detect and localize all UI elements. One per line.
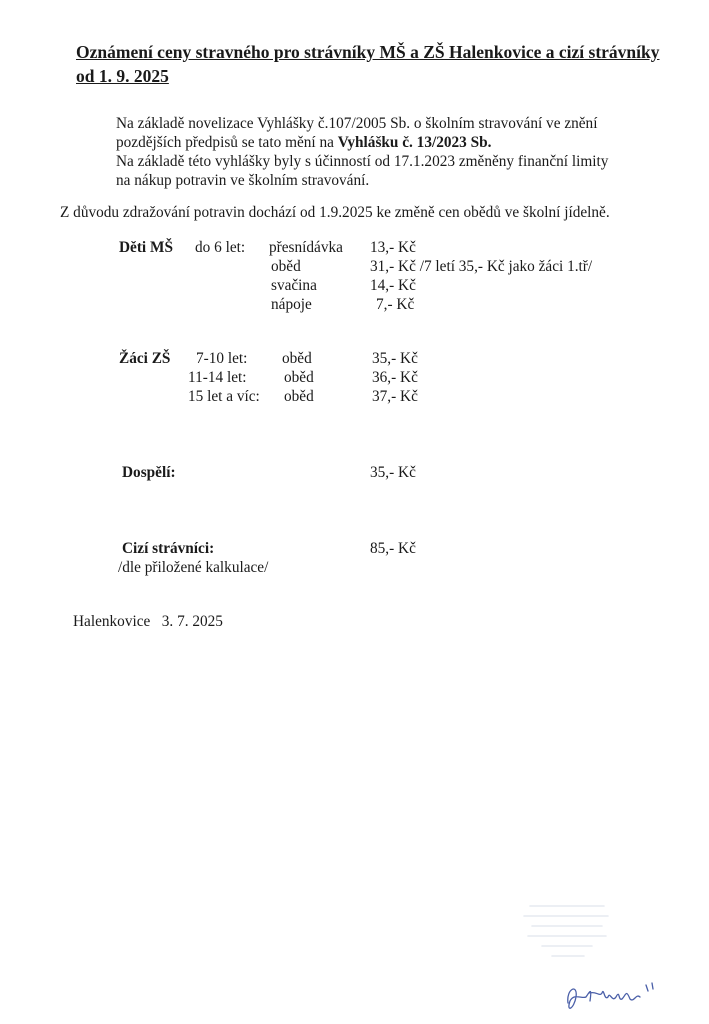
zaci-zs-label: Žáci ZŠ <box>119 350 171 367</box>
zaci-zs-item-price: 36,- Kč <box>372 369 418 386</box>
deti-ms-item-name: oběd <box>271 258 301 275</box>
deti-ms-item-price: 13,- Kč <box>370 239 416 256</box>
deti-ms-item-price: 7,- Kč <box>376 296 415 313</box>
deti-ms-item-name: přesnídávka <box>269 239 343 256</box>
cizi-stravnici-price: 85,- Kč <box>370 540 416 557</box>
decree-reference: Vyhlášku č. 13/2023 Sb. <box>337 134 492 151</box>
deti-ms-label: Děti MŠ <box>119 239 173 256</box>
zaci-zs-item-name: oběd <box>284 388 314 405</box>
intro-line-2-prefix: pozdějších předpisů se tato mění na <box>116 134 338 151</box>
document-title: Oznámení ceny stravného pro strávníky MŠ a ZŠ Halenkovice a cizí strávníky od 1. 9. 2025 <box>76 42 660 86</box>
deti-ms-item-price: 31,- Kč /7 letí 35,- Kč jako žáci 1.tř/ <box>370 258 593 275</box>
place-and-date: Halenkovice 3. 7. 2025 <box>73 613 223 630</box>
intro-line-4: na nákup potravin ve školním stravování. <box>116 172 370 189</box>
price-change-notice: Z důvodu zdražování potravin dochází od 1.9.2025 ke změně cen obědů ve školní jídelně. <box>60 204 610 221</box>
deti-ms-item-name: svačina <box>271 277 317 294</box>
zaci-zs-item-price: 35,- Kč <box>372 350 418 367</box>
deti-ms-age: do 6 let: <box>195 239 246 256</box>
cizi-stravnici-note: /dle přiložené kalkulace/ <box>118 559 269 576</box>
intro-line-1: Na základě novelizace Vyhlášky č.107/2005 Sb. o školním stravování ve znění <box>116 115 598 132</box>
dospeli-price: 35,- Kč <box>370 464 416 481</box>
zaci-zs-item-name: oběd <box>284 369 314 386</box>
intro-line-2 <box>116 133 491 152</box>
cizi-stravnici-label: Cizí strávníci: <box>122 540 215 557</box>
handwritten-signature <box>560 975 665 1015</box>
dospeli-label: Dospělí: <box>122 464 176 481</box>
zaci-zs-age: 11-14 let: <box>188 369 247 386</box>
zaci-zs-item-name: oběd <box>282 350 312 367</box>
deti-ms-item-price: 14,- Kč <box>370 277 416 294</box>
intro-line-3: Na základě této vyhlášky byly s účinností od 17.1.2023 změněny finanční limity <box>116 153 609 170</box>
zaci-zs-age: 7-10 let: <box>196 350 248 367</box>
zaci-zs-item-price: 37,- Kč <box>372 388 418 405</box>
faint-stamp <box>512 896 622 966</box>
deti-ms-item-name: nápoje <box>271 296 312 313</box>
zaci-zs-age: 15 let a víc: <box>188 388 260 405</box>
